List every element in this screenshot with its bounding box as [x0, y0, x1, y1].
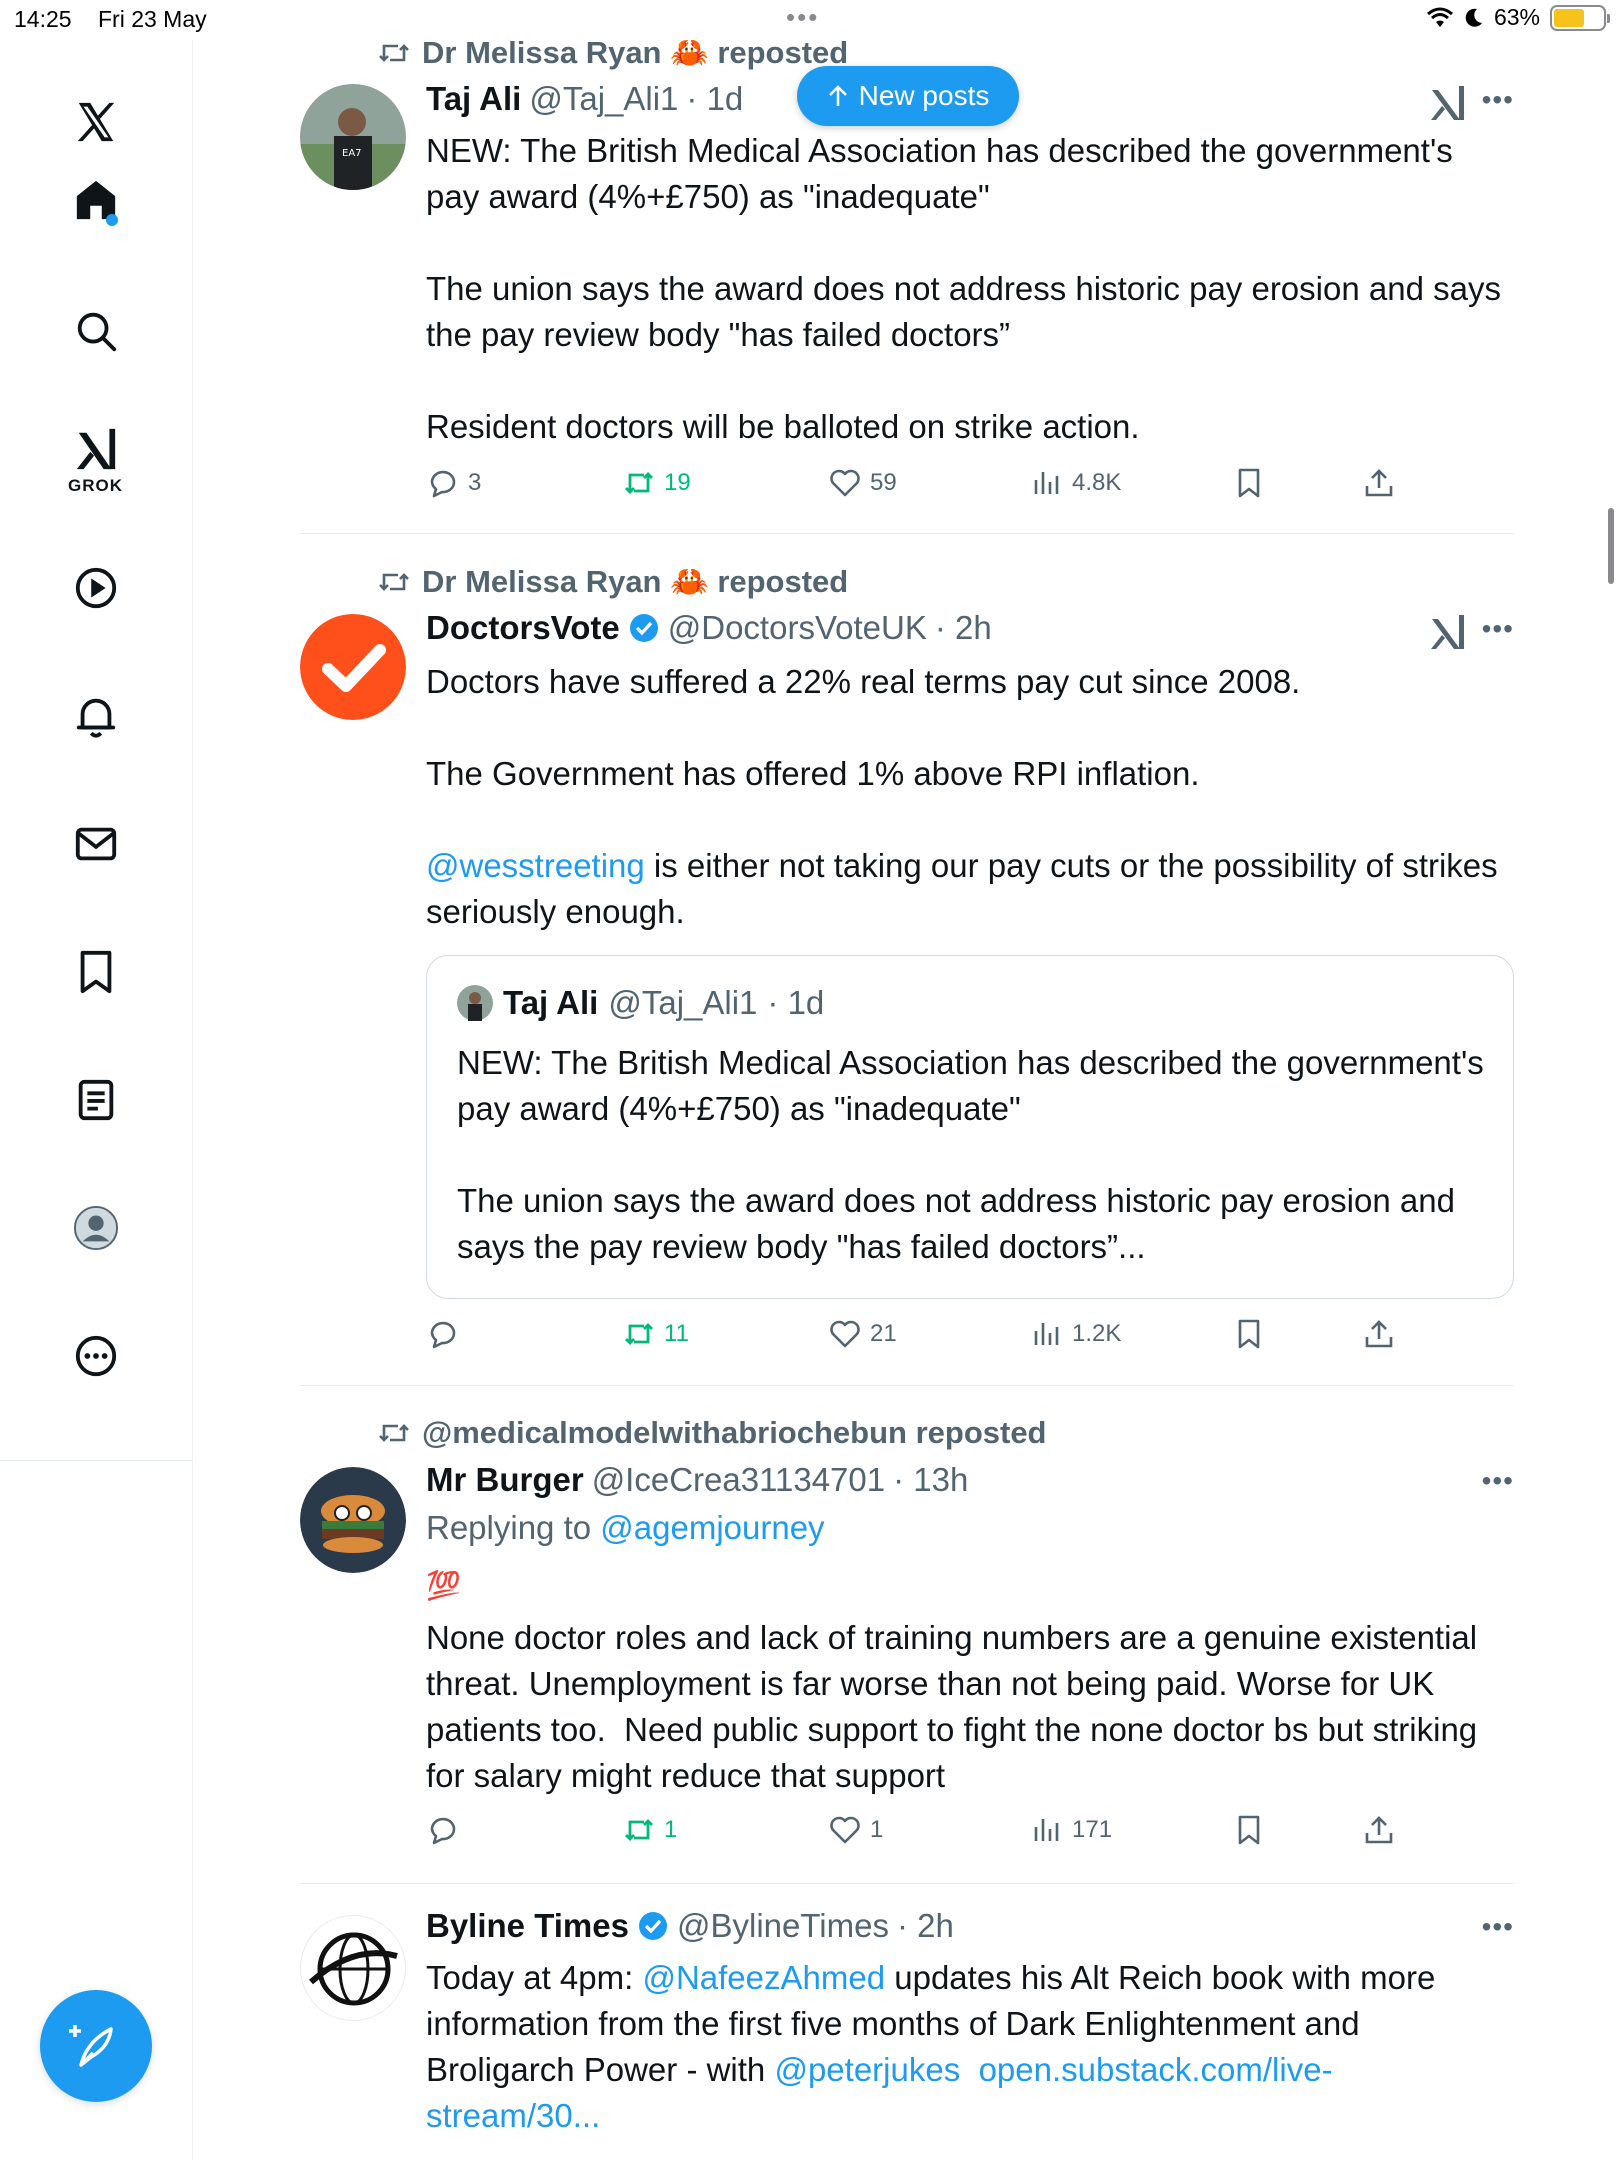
svg-text:EA7: EA7: [342, 148, 362, 159]
tweet-text-part: updates his Alt Reich book with more information from the first five months of Dark Enlightenment and Broligarch Power - with: [426, 1959, 1445, 2088]
repost-icon: [378, 40, 410, 66]
tweet-divider: [300, 1385, 1514, 1386]
quoted-tweet-time: · 1d: [767, 984, 825, 1021]
bookmark-button[interactable]: [1232, 466, 1266, 500]
wifi-icon: [1426, 7, 1454, 29]
tweet-header: [426, 1907, 954, 1945]
share-button[interactable]: [1362, 1317, 1396, 1351]
grok-label: GROK: [68, 476, 123, 495]
replying-to-prefix: Replying to: [426, 1509, 601, 1546]
play-icon[interactable]: [66, 558, 126, 618]
hundred-emoji: 💯: [426, 1570, 461, 1601]
moon-icon: [1464, 7, 1484, 29]
tweet-time[interactable]: · 13h: [893, 1461, 969, 1498]
sidebar-divider: [0, 1460, 193, 1461]
scrollbar[interactable]: [1608, 508, 1614, 584]
heart-icon: [828, 1813, 862, 1847]
tweet-actions: [426, 1317, 1506, 1357]
repost-button[interactable]: [622, 466, 691, 500]
mention-link[interactable]: @NafeezAhmed: [642, 1959, 886, 1996]
share-button[interactable]: [1362, 466, 1396, 500]
battery-percent: 63%: [1493, 4, 1540, 30]
tweet-text-part: Today at 4pm:: [426, 1959, 643, 1996]
repost-context-text: Dr Melissa Ryan 🦀 reposted: [422, 35, 849, 70]
reply-icon: [426, 1317, 460, 1351]
more-options-icon[interactable]: •••: [1481, 1911, 1514, 1942]
repost-icon: [622, 1813, 656, 1847]
bookmark-icon: [1232, 466, 1266, 500]
like-button[interactable]: [828, 466, 897, 500]
bell-icon[interactable]: [66, 686, 126, 746]
avatar[interactable]: [300, 84, 406, 190]
repost-icon: [622, 1317, 656, 1351]
bookmark-button[interactable]: [1232, 1317, 1266, 1351]
heart-icon: [828, 1317, 862, 1351]
avatar[interactable]: [300, 614, 406, 720]
repost-button[interactable]: [622, 1813, 677, 1847]
view-count: 171: [1072, 1816, 1113, 1843]
grok-explain-icon[interactable]: [1428, 613, 1468, 653]
quoted-tweet-text: NEW: The British Medical Association has described the government's pay award (4%+£750) as "inadequate" The union says the award does not address historic pay erosion and says the pay review body "has failed doctors”...: [457, 1044, 1484, 1265]
tweet-divider: [300, 1883, 1514, 1884]
tweet-text: [426, 1955, 1506, 2139]
quoted-tweet[interactable]: [426, 955, 1514, 1299]
tweet-text: [426, 659, 1506, 935]
heart-icon: [828, 466, 862, 500]
status-indicators: [1426, 4, 1606, 31]
bookmark-icon: [1232, 1317, 1266, 1351]
repost-icon: [378, 1420, 410, 1446]
grok-icon[interactable]: [66, 420, 126, 480]
mention-link[interactable]: @wesstreeting: [426, 847, 645, 884]
avatar-icon[interactable]: [66, 1198, 126, 1258]
new-posts-button[interactable]: [797, 66, 1019, 126]
repost-count: 1: [664, 1816, 678, 1843]
tweet-text-part: [960, 2051, 978, 2088]
date: Fri 23 May: [98, 6, 207, 32]
mail-icon[interactable]: [66, 814, 126, 874]
x-logo-icon[interactable]: [66, 92, 126, 152]
reply-button[interactable]: [426, 1813, 468, 1847]
bookmark-button[interactable]: [1232, 1813, 1266, 1847]
reply-button[interactable]: [426, 466, 481, 500]
share-icon: [1362, 1317, 1396, 1351]
grok-explain-icon[interactable]: [1428, 84, 1468, 124]
share-button[interactable]: [1362, 1813, 1396, 1847]
display-name[interactable]: Taj Ali: [426, 80, 522, 117]
list-icon[interactable]: [66, 1070, 126, 1130]
mention-link[interactable]: @agemjourney: [600, 1509, 825, 1546]
like-count: 21: [870, 1320, 897, 1347]
views-button[interactable]: [1030, 1813, 1112, 1847]
verified-badge-icon: [637, 1910, 669, 1942]
search-icon[interactable]: [66, 301, 126, 361]
user-handle[interactable]: @Taj_Ali1: [529, 80, 679, 117]
avatar[interactable]: [300, 1915, 406, 2021]
user-handle[interactable]: @IceCrea31134701: [591, 1461, 886, 1498]
multitask-dots-icon[interactable]: •••: [786, 2, 820, 32]
display-name[interactable]: DoctorsVote: [426, 609, 620, 646]
repost-context-text: Dr Melissa Ryan 🦀 reposted: [422, 564, 849, 599]
tweet-time[interactable]: · 2h: [934, 609, 992, 646]
battery-icon: [1550, 5, 1606, 31]
share-icon: [1362, 1813, 1396, 1847]
repost-context: [378, 34, 848, 71]
quoted-display-name: Taj Ali: [503, 984, 599, 1021]
repost-icon: [622, 466, 656, 500]
avatar[interactable]: [300, 1467, 406, 1573]
quoted-tweet-header: [457, 984, 824, 1022]
like-count: 1: [870, 1816, 884, 1843]
tweet-actions: [426, 1813, 1506, 1853]
views-icon: [1030, 1813, 1064, 1847]
reply-count: 3: [468, 469, 482, 496]
like-button[interactable]: [828, 1813, 883, 1847]
tweet-text: None doctor roles and lack of training numbers are a genuine existential threat. Unemployment is far worse than not being paid. Worse for UK patients too. Need public support to fight the none doctor bs but striking for salary might reduce that support: [426, 1619, 1487, 1794]
like-count: 59: [870, 469, 897, 496]
compose-feather-icon: [69, 2019, 123, 2073]
tweet-text-part: is either not taking our pay cuts or the possibility of strikes seriously enough.: [426, 847, 1507, 930]
verified-badge-icon: [628, 612, 660, 644]
more-options-icon[interactable]: •••: [1481, 1465, 1514, 1496]
views-icon: [1030, 1317, 1064, 1351]
like-button[interactable]: [828, 1317, 897, 1351]
tweet-text: NEW: The British Medical Association has described the government's pay award (4%+£750) as "inadequate" The union says the award does not address historic pay erosion and says the pay review body "has failed doctors” Resident doctors will be balloted on strike action.: [426, 132, 1501, 445]
more-options-icon[interactable]: •••: [1481, 84, 1514, 115]
sidebar-nav: [0, 40, 193, 2160]
repost-button[interactable]: [622, 1317, 689, 1351]
repost-context-text: @medicalmodelwithabriochebun reposted: [422, 1415, 1047, 1450]
display-name[interactable]: Mr Burger: [426, 1461, 584, 1498]
url-link[interactable]: open.substack.com/live-stream/30...: [426, 2051, 1333, 2134]
views-button[interactable]: [1030, 1317, 1121, 1351]
tweet-actions: [426, 466, 1506, 506]
battery-fill: [1554, 9, 1584, 27]
more-options-icon[interactable]: •••: [1481, 613, 1514, 644]
tweet-text-part: Doctors have suffered a 22% real terms pay cut since 2008. The Government has offered 1% above RPI inflation.: [426, 663, 1301, 792]
reply-button[interactable]: [426, 1317, 468, 1351]
compose-button[interactable]: [40, 1990, 152, 2102]
arrow-up-icon: [827, 84, 849, 108]
user-handle[interactable]: @DoctorsVoteUK: [667, 609, 927, 646]
bookmark-icon[interactable]: [66, 942, 126, 1002]
repost-icon: [378, 569, 410, 595]
views-button[interactable]: [1030, 466, 1121, 500]
tweet-header: [426, 80, 743, 118]
tweet-time[interactable]: · 2h: [896, 1907, 954, 1944]
display-name[interactable]: Byline Times: [426, 1907, 629, 1944]
repost-count: 11: [664, 1320, 689, 1347]
home-unread-dot: [106, 214, 118, 226]
view-count: 1.2K: [1072, 1320, 1122, 1347]
reply-icon: [426, 466, 460, 500]
mention-link[interactable]: @peterjukes: [774, 2051, 961, 2088]
bookmark-icon: [1232, 1813, 1266, 1847]
replying-to: [426, 1509, 825, 1547]
repost-context: [378, 1415, 1047, 1451]
user-handle[interactable]: @BylineTimes: [676, 1907, 889, 1944]
new-posts-label: New posts: [858, 80, 990, 111]
reply-icon: [426, 1813, 460, 1847]
share-icon: [1362, 466, 1396, 500]
quoted-user-handle: @Taj_Ali1: [608, 984, 758, 1021]
view-count: 4.8K: [1072, 469, 1122, 496]
tweet-time[interactable]: · 1d: [686, 80, 744, 117]
repost-count: 19: [664, 469, 691, 496]
avatar: [457, 985, 493, 1021]
more-icon[interactable]: [66, 1326, 126, 1386]
repost-context: [378, 563, 848, 600]
clock: 14:25: [14, 6, 72, 32]
tweet-divider: [300, 533, 1514, 534]
tweet-header: [426, 1461, 968, 1499]
tweet-header: [426, 609, 992, 647]
views-icon: [1030, 466, 1064, 500]
